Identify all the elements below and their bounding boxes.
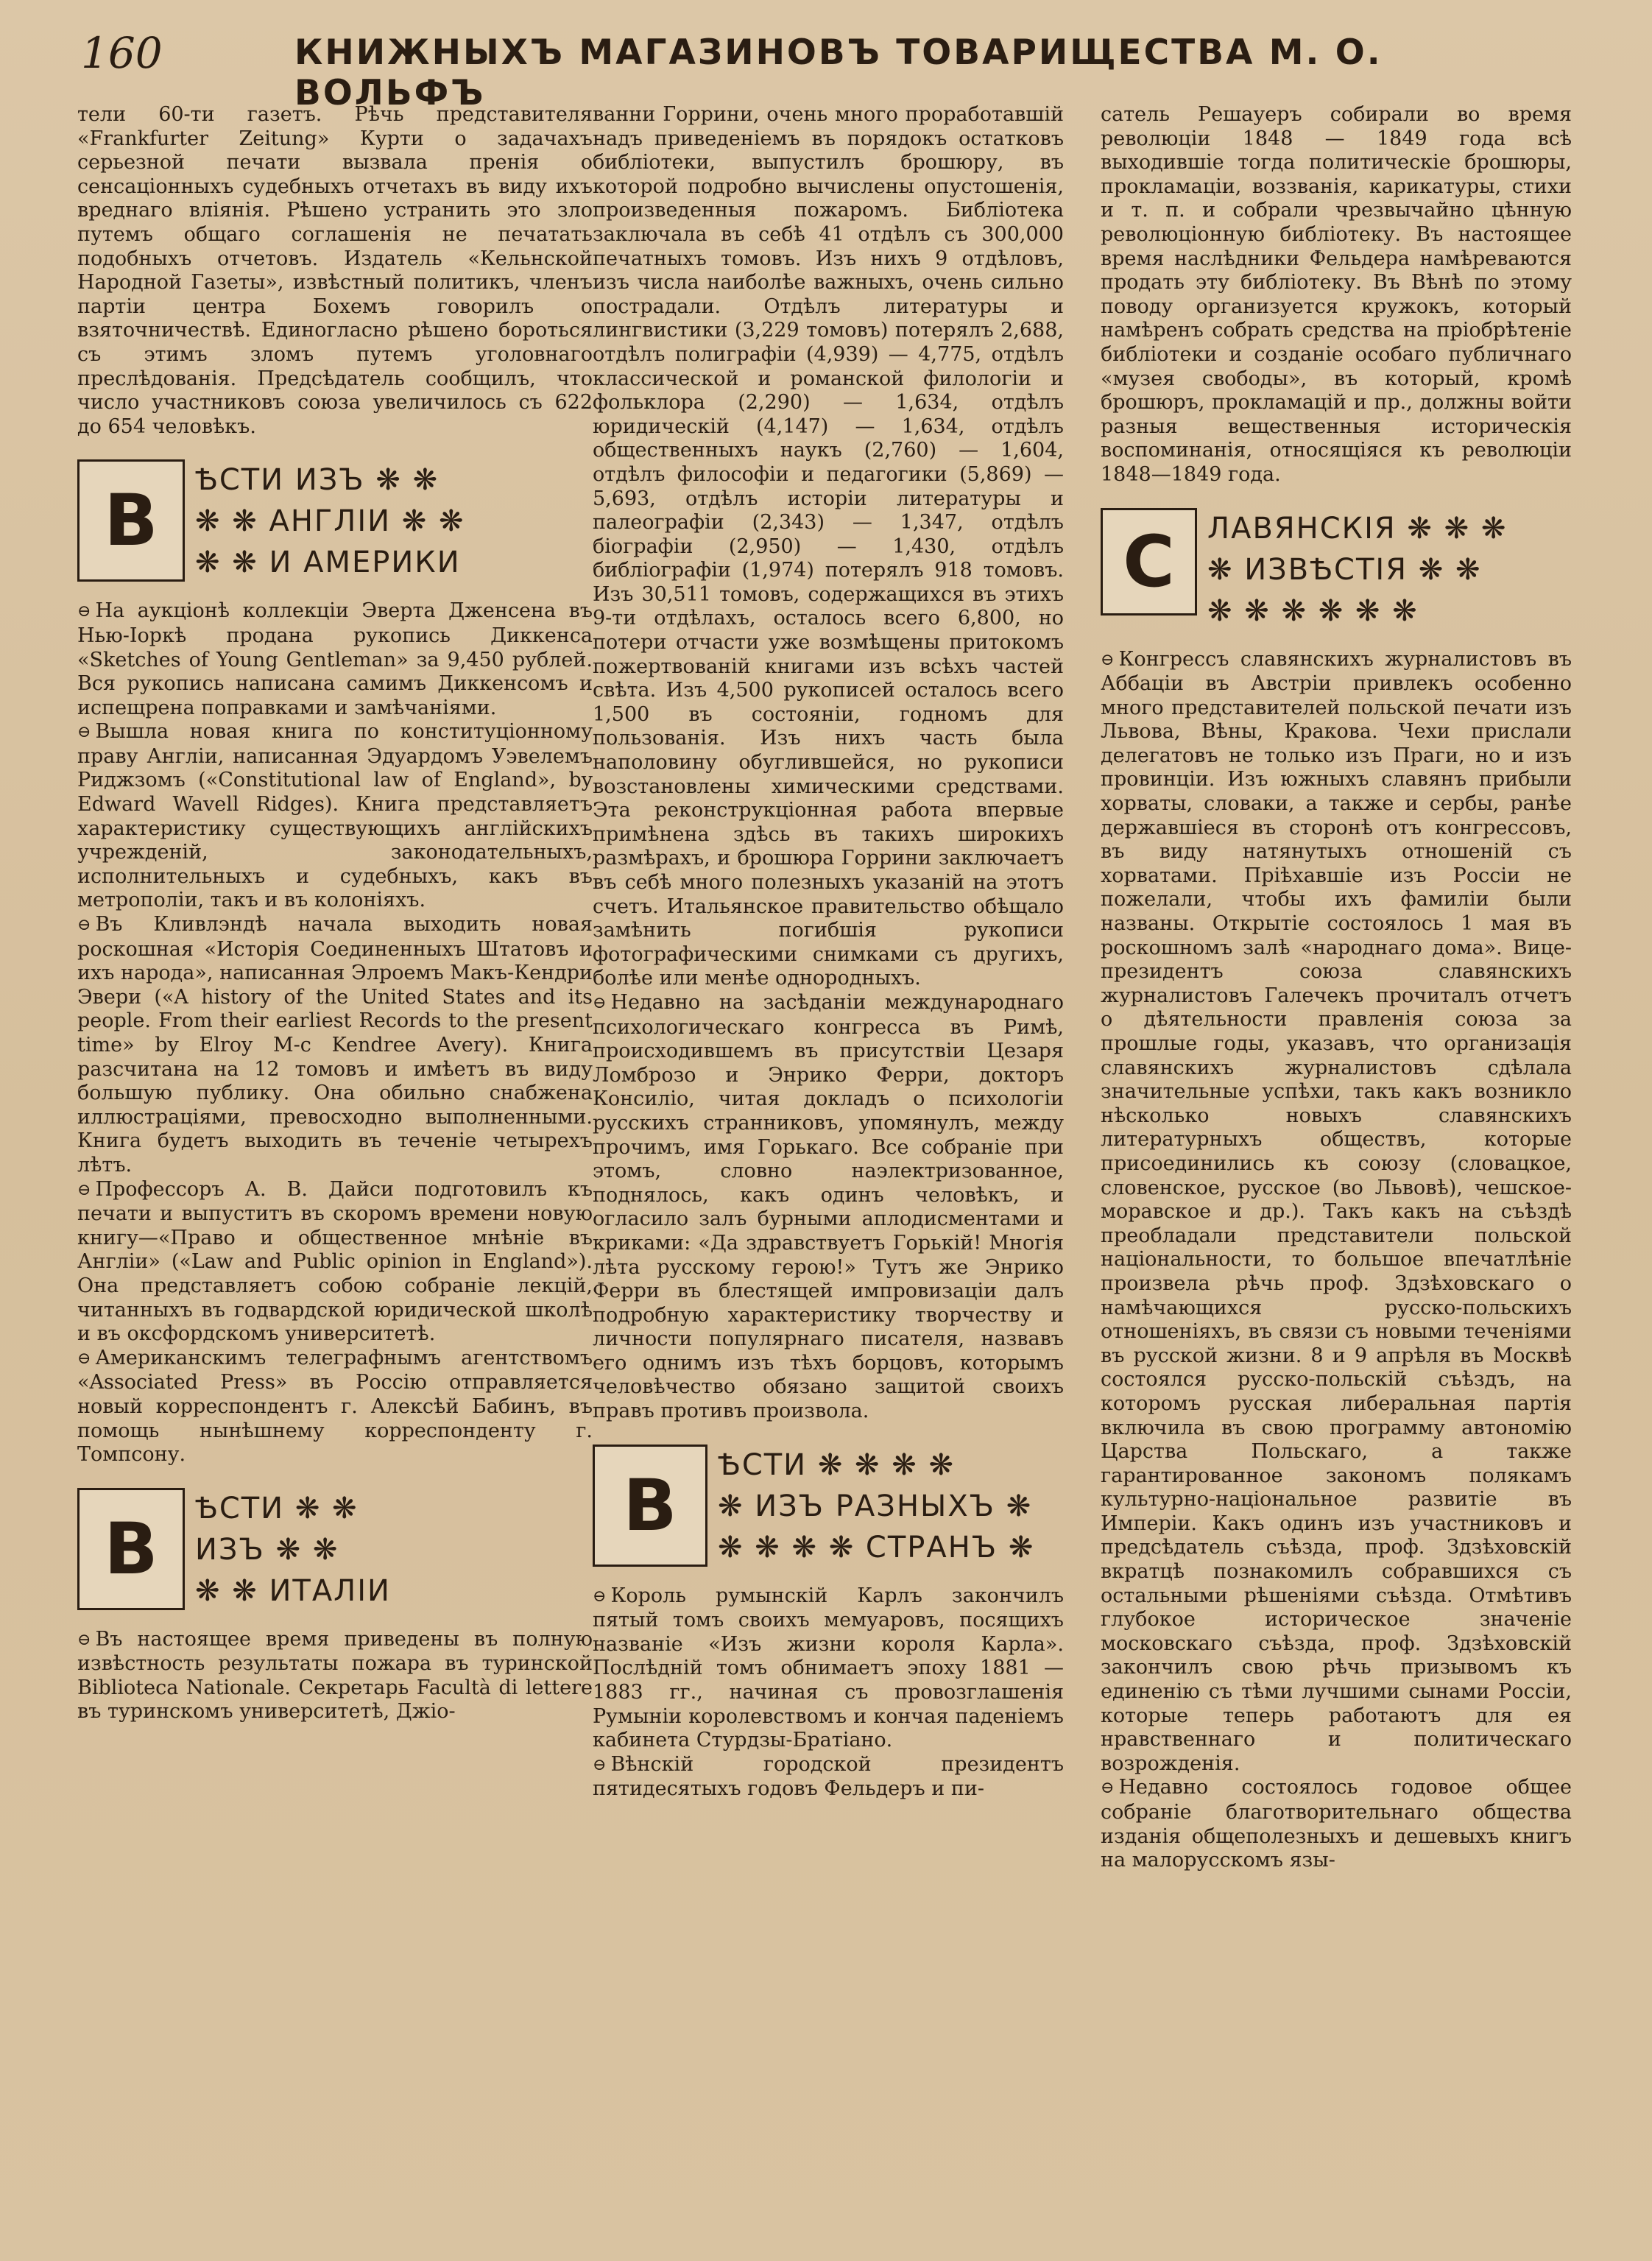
item-marker-icon: ⊖ [77, 723, 91, 742]
news-item: ⊖ Недавно на засѣданіи международнаго психологическаго конгресса въ Римѣ, происходившемъ въ присутствіи Цезаря Ломброзо и Энрико Ферри, докторъ Консиліо, читая докладъ о психологіи русскихъ странниковъ, упомянулъ, между прочимъ, имя Горькаго. Все собраніе при этомъ, словно наэлектризованное, поднялось, какъ одинъ человѣкъ, и огласило залъ бурными аплодисментами и криками: «Да здравствуетъ Горькій! Многія лѣта русскому герою!» Тутъ же Энрико Ферри въ блестящей импровизаціи далъ подробную характеристику творчеству и личности популярнаго писателя, назвавъ его однимъ изъ тѣхъ борцовъ, которымъ человѣчество обязано защитой своихъ правъ противъ произвола. [593, 990, 1064, 1423]
item-marker-icon: ⊖ [77, 1630, 91, 1649]
item-marker-icon: ⊖ [593, 1755, 607, 1774]
heading-line: ❋ ❋ ИТАЛІИ [195, 1573, 391, 1608]
column-2 [593, 103, 1064, 1802]
item-marker-icon: ⊖ [77, 1349, 91, 1368]
page-header [81, 28, 1583, 113]
article-continuation: сатель Решауеръ собирали во время революціи 1848 — 1849 года всѣ выходившіе тогда политическіе брошюры, прокламаціи, воззванія, карикатуры, стихи и т. п. и собрали чрезвычайно цѣнную революціонную библіотеку. Въ настоящее время наслѣдники Фельдера намѣреваются продать эту библіотеку. Въ Вѣнѣ по этому поводу организуется кружокъ, который намѣренъ собрать средства на пріобрѣтеніе библіотеки и созданіе особаго публичнаго «музея свободы», въ который, кромѣ брошюръ, прокламацій и пр., должны войти разныя вещественныя историческія воспоминанія, относящіяся къ революціи 1848—1849 года. [1101, 103, 1572, 486]
ornamental-initial: В [77, 459, 185, 582]
section-heading-various [593, 1445, 1064, 1568]
page-number: 160 [81, 28, 163, 78]
news-item: ⊖ Американскимъ телеграфнымъ агентствомъ «Associated Press» въ Россію отправляется новый корреспондентъ г. Алексѣй Бабинъ, въ помощь нынѣшнему корреспонденту г. Томпсону. [77, 1346, 593, 1467]
heading-line: ❋ ИЗЪ РАЗНЫХЪ ❋ [718, 1489, 1033, 1523]
news-item: ⊖ Недавно состоялось годовое общее собраніе благотворительнаго общества изданія общеполезныхъ и дешевыхъ книгъ на малорусскомъ язы- [1101, 1776, 1572, 1872]
section-heading-slavic [1101, 508, 1572, 632]
article-continuation: ванни Горрини, очень много проработавшій надъ приведеніемъ въ порядокъ остатковъ библіотеки, выпустилъ брошюру, въ которой подробно вычислены опустошенія, произведенныя пожаромъ. Библіотека заключала въ себѣ 41 отдѣлъ съ 300,000 печатныхъ томовъ. Изъ нихъ 9 отдѣловъ, изъ числа наиболѣе важныхъ, очень сильно пострадали. Отдѣлъ литературы и лингвистики (3,229 томовъ) потерялъ 2,688, отдѣлъ полиграфіи (4,939) — 4,775, отдѣлъ классической и романской филологіи и фольклора (2,290) — 1,634, отдѣлъ юридическій (4,147) — 1,634, отдѣлъ общественныхъ наукъ (2,760) — 1,604, отдѣлъ философіи и педагогики (5,869) — 5,693, отдѣлъ исторіи литературы и палеографіи (2,343) — 1,347, отдѣлъ біографіи (2,950) — 1,430, отдѣлъ библіографіи (1,974) потерялъ 918 томовъ. Изъ 30,511 томовъ, содержащихся въ этихъ 9-ти отдѣлахъ, осталось всего 6,800, но потери отчасти уже возмѣщены притокомъ пожертвованій книгами изъ всѣхъ частей свѣта. Изъ 4,500 рукописей осталось всего 1,500 въ состояніи, годномъ для пользованія. Изъ нихъ часть была наполовину обуглившейся, но рукописи возстановлены химическими средствами. Эта реконструкціонная работа впервые примѣнена здѣсь въ такихъ широкихъ размѣрахъ, и брошюра Горрини заключаетъ въ себѣ много полезныхъ указаній на этотъ счетъ. Итальянское правительство обѣщало замѣнить погибшія рукописи фотографическими снимками съ другихъ, болѣе или менѣе однородныхъ. [593, 103, 1064, 990]
item-marker-icon: ⊖ [77, 1180, 91, 1199]
column-1 [77, 103, 593, 1724]
item-marker-icon: ⊖ [593, 993, 607, 1012]
heading-line: ѢСТИ ❋ ❋ [195, 1491, 359, 1525]
section-heading-italy [77, 1488, 593, 1612]
column-3 [1101, 103, 1572, 1873]
ornamental-initial: В [593, 1445, 707, 1567]
heading-line: ❋ ❋ АНГЛІИ ❋ ❋ [195, 504, 465, 539]
item-marker-icon: ⊖ [593, 1587, 607, 1606]
news-item: ⊖ Въ настоящее время приведены въ полную извѣстность результаты пожара въ туринской Biblioteca Nationale. Секретарь Facultà di lettere въ туринскомъ университетѣ, Джіо- [77, 1627, 593, 1724]
news-item: ⊖ Вышла новая книга по конституціонному праву Англіи, написанная Эдуардомъ Уэвелемъ Риджзомъ («Constitutional law of England», by Edward Wavell Ridges). Книга представляетъ характеристику существующихъ англійскихъ учрежденій, законодательныхъ, исполнительныхъ и судебныхъ, какъ въ метрополіи, такъ и въ колоніяхъ. [77, 720, 593, 912]
article-continuation: тели 60-ти газетъ. Рѣчь представителя «Frankfurter Zeitung» Курти о задачахъ серьезной печати вызвала пренія о сенсаціонныхъ судебныхъ отчетахъ въ виду ихъ вреднаго вліянія. Рѣшено устранить это зло путемъ общаго соглашенія не печатать подобныхъ отчетовъ. Издатель «Кельнской Народной Газеты», извѣстный политикъ, членъ партіи центра Бохемъ говорилъ о взяточничествѣ. Единогласно рѣшено бороться съ этимъ зломъ путемъ уголовнаго преслѣдованія. Предсѣдатель сообщилъ, что число участниковъ союза увеличилось съ 622 до 654 человѣкъ. [77, 103, 593, 438]
heading-line: ❋ ❋ И АМЕРИКИ [195, 546, 461, 580]
news-item: ⊖ Вѣнскій городской президентъ пятидесятыхъ годовъ Фельдеръ и пи- [593, 1752, 1064, 1801]
item-marker-icon: ⊖ [1101, 650, 1115, 669]
ornamental-initial: С [1101, 508, 1197, 615]
news-item: ⊖ Въ Кливлэндѣ начала выходить новая роскошная «Исторія Соединенныхъ Штатовъ и ихъ народа», написанная Элроемъ Макъ-Кендри Эвери («A history of the United States and its people. From their earliest Records to the present time» by Elroy M-c Kendree Avery). Книга разсчитана на 12 томовъ и имѣетъ въ виду большую публику. Она обильно снабжена иллюстраціями, превосходно выполненными. Книга будетъ выходить въ теченіе четырехъ лѣтъ. [77, 913, 593, 1177]
section-heading-england [77, 459, 593, 583]
news-item: ⊖ Король румынскій Карлъ закончилъ пятый томъ своихъ мемуаровъ, посящихъ названіе «Изъ жизни короля Карла». Послѣдній томъ обнимаетъ эпоху 1881 — 1883 гг., начиная съ провозглашенія Румыніи королевствомъ и кончая паденіемъ кабинета Стурдзы-Братіано. [593, 1584, 1064, 1752]
news-item: ⊖ На аукціонѣ коллекціи Эверта Дженсена въ Нью-Іоркѣ продана рукопись Диккенса «Sketches of Young Gentleman» за 9,450 рублей. Вся рукопись написана самимъ Диккенсомъ и испещрена поправками и замѣчаніями. [77, 599, 593, 719]
news-item: ⊖ Профессоръ А. В. Дайси подготовилъ къ печати и выпуститъ въ скоромъ времени новую книгу—«Право и общественное мнѣніе въ Англіи» («Law and Public opinion in England»). Она представляетъ собою собраніе лекцій, читанныхъ въ годвардской юридической школѣ и въ оксфордскомъ университетѣ. [77, 1177, 593, 1346]
heading-line: ѢСТИ ИЗЪ ❋ ❋ [195, 463, 440, 498]
heading-line: ЛАВЯНСКІЯ ❋ ❋ ❋ [1207, 511, 1508, 546]
item-marker-icon: ⊖ [77, 916, 91, 935]
heading-line: ѢСТИ ❋ ❋ ❋ ❋ [718, 1447, 956, 1482]
news-item: ⊖ Конгрессъ славянскихъ журналистовъ въ Аббаціи въ Австріи привлекъ особенно много представителей польской печати изъ Львова, Вѣны, Кракова. Чехи прислали делегатовъ не только изъ Праги, но и изъ провинціи. Изъ южныхъ славянъ прибыли хорваты, словаки, а также и сербы, ранѣе державшіеся въ сторонѣ отъ конгрессовъ, въ виду натянутыхъ отношеній съ хорватами. Пріѣхавшіе изъ Россіи не пожелали, чтобы ихъ фамиліи были названы. Открытіе состоялось 1 мая въ роскошномъ залѣ «народнаго дома». Вице-президентъ союза славянскихъ журналистовъ Галечекъ прочиталъ отчетъ о дѣятельности правленія союза за прошлые годы, указавъ, что организація славянскихъ журналистовъ сдѣлала значительные успѣхи, такъ какъ возникло нѣсколько новыхъ славянскихъ литературныхъ обществъ, которые присоединились къ союзу (словацкое, словенское, русское (во Львовѣ), чешское-моравское и др.). Такъ какъ на съѣздѣ преобладали представители польской національности, то большое впечатлѣніе произвела рѣчь проф. Здзѣховскаго о намѣчающихся русско-польскихъ отношеніяхъ, въ связи съ новыми теченіями въ русской жизни. 8 и 9 апрѣля въ Москвѣ состоялся русско-польскій съѣздъ, на которомъ русская либеральная партія включила въ свою программу автономію Царства Польскаго, а также гарантированное закономъ полякамъ культурно-національное развитіе въ Имперіи. Какъ одинъ изъ участниковъ и предсѣдатель съѣзда, проф. Здзѣховскій вкратцѣ познакомилъ собравшихся съ остальными рѣшеніями съѣзда. Отмѣтивъ глубокое историческое значеніе московскаго съѣзда, проф. Здзѣховскій закончилъ свою рѣчь призывомъ къ единенію съ тѣми лучшими сынами Россіи, которые теперь работаютъ для ея нравственнаго и политическаго возрожденія. [1101, 647, 1572, 1775]
heading-line: ❋ ❋ ❋ ❋ ❋ ❋ [1207, 593, 1419, 628]
heading-line: ИЗЪ ❋ ❋ [195, 1532, 339, 1567]
ornamental-initial: В [77, 1488, 185, 1610]
heading-line: ❋ ИЗВѢСТІЯ ❋ ❋ [1207, 552, 1482, 587]
running-title: КНИЖНЫХЪ МАГАЗИНОВЪ ТОВАРИЩЕСТВА М. О. ВОЛЬФЪ [294, 32, 1383, 113]
heading-line: ❋ ❋ ❋ ❋ СТРАНЪ ❋ [718, 1530, 1035, 1565]
item-marker-icon: ⊖ [77, 602, 91, 621]
item-marker-icon: ⊖ [1101, 1779, 1115, 1798]
